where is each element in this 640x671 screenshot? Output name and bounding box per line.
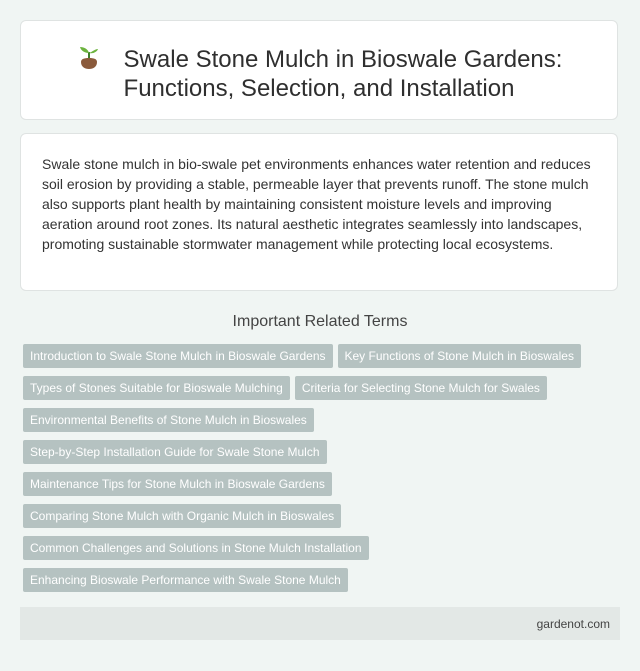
page-title: Swale Stone Mulch in Bioswale Gardens: Functions, Selection, and Installation: [123, 46, 563, 102]
related-term-tag[interactable]: Key Functions of Stone Mulch in Bioswales: [338, 344, 581, 368]
site-credit[interactable]: gardenot.com: [536, 617, 610, 631]
footer: [20, 607, 620, 640]
related-terms-list: [23, 344, 623, 600]
sprout-icon: [76, 44, 102, 70]
summary-paragraph: Swale stone mulch in bio-swale pet environments enhances water retention and reduces soil erosion by providing a stable, permeable layer that prevents runoff. The stone mulch also supports plant health by maintaining consistent moisture levels and improving aeration around root zones. Its natural aesthetic integrates seamlessly into landscapes, promoting sustainable stormwater management while protecting local ecosystems.: [42, 156, 591, 252]
related-term-tag[interactable]: Step-by-Step Installation Guide for Swale Stone Mulch: [23, 440, 327, 464]
related-term-tag[interactable]: Environmental Benefits of Stone Mulch in Bioswales: [23, 408, 314, 432]
related-term-tag[interactable]: Criteria for Selecting Stone Mulch for Swales: [295, 376, 547, 400]
related-term-tag[interactable]: Maintenance Tips for Stone Mulch in Bioswale Gardens: [23, 472, 332, 496]
related-term-tag[interactable]: Comparing Stone Mulch with Organic Mulch in Bioswales: [23, 504, 341, 528]
related-term-tag[interactable]: Introduction to Swale Stone Mulch in Bioswale Gardens: [23, 344, 333, 368]
related-term-tag[interactable]: Types of Stones Suitable for Bioswale Mulching: [23, 376, 290, 400]
related-term-tag[interactable]: Enhancing Bioswale Performance with Swale Stone Mulch: [23, 568, 348, 592]
summary-card: [20, 133, 618, 291]
page-title-block: [21, 44, 617, 103]
title-card: [20, 20, 618, 120]
related-term-tag[interactable]: Common Challenges and Solutions in Stone Mulch Installation: [23, 536, 369, 560]
related-terms-heading: Important Related Terms: [232, 313, 408, 330]
